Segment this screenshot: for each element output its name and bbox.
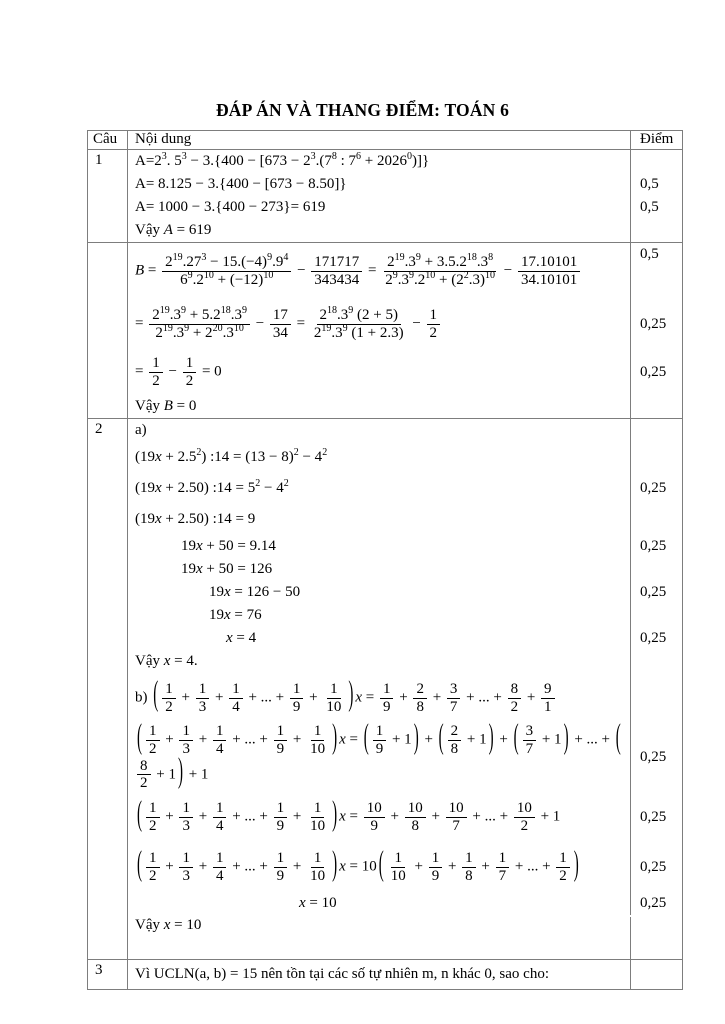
- content-line: [128, 604, 682, 627]
- big-paren-close-icon: ): [573, 846, 579, 884]
- big-paren-close-icon: ): [332, 846, 338, 884]
- fraction: $\frac{1}{7}$: [496, 850, 510, 885]
- header-noidung: Nội dung: [135, 131, 192, 147]
- fraction: $\frac{1}{9}$: [429, 850, 443, 885]
- point-value: 0,25: [630, 723, 682, 792]
- big-paren-open-icon: (: [513, 719, 519, 757]
- fraction: $\frac{8}{2}$: [508, 681, 522, 716]
- content-line: [128, 395, 682, 418]
- point-value: [630, 150, 682, 173]
- row-lines: [128, 243, 682, 418]
- fraction: $\frac{1}{9}$: [274, 723, 288, 758]
- math-line: b) ( $\frac{1}{2}$ + $\frac{1}{3}$ + $\frac{1}{4}$ + ... + $\frac{1}{9}$ + $\frac{1}{10}$ ) x = $\frac{1}{9}$ + $\frac{2}{8}$ + $\frac{3}{7}$ + ... + $\frac{8}{2}$ + $\frac{9}{1}$: [128, 681, 630, 716]
- math-line: 19x = 126 − 50: [209, 584, 301, 600]
- math-line: x = 4: [226, 630, 257, 646]
- header-row: [88, 131, 682, 150]
- fraction: $\frac{1}{10}$: [310, 723, 326, 757]
- fraction: $\frac{2^{19}.3^9 + 5.2^{18}.3^9}{2^{19}.3^9 + 2^{20}.3^{10}}$: [149, 307, 250, 342]
- fraction: $\frac{1}{2}$: [183, 355, 197, 390]
- fraction: $\frac{1}{10}$: [326, 680, 342, 715]
- content-line: [128, 219, 682, 242]
- fraction: $\frac{1}{2}$: [162, 681, 176, 716]
- math-line: B = $\frac{2^{19}.27^3 - 15.(-4)^9.9^4}{6^9.2^{10} + (-12)^{10}}$ − $\frac{171717}{343434}$ = $\frac{2^{19}.3^9 + 3.5.2^{18}.3^8}{2^9.3^9.2^{10} + (2^2.3)^{10}}$ − $\frac{17.10101}{34.10101}$: [128, 254, 630, 289]
- big-paren-open-icon: (: [137, 796, 142, 834]
- content-line: [128, 792, 682, 842]
- fraction: $\frac{1}{3}$: [196, 681, 210, 716]
- answer-table: [87, 130, 683, 990]
- point-value: [630, 604, 682, 627]
- big-paren-open-icon: (: [363, 719, 369, 757]
- big-paren-open-icon: (: [615, 719, 621, 757]
- fraction: $\frac{9}{1}$: [541, 681, 555, 716]
- fraction: $\frac{1}{10}$: [390, 849, 406, 884]
- fraction: $\frac{1}{4}$: [229, 681, 243, 716]
- point-value: 0,5: [630, 173, 682, 196]
- fraction: $\frac{2^{19}.3^9 + 3.5.2^{18}.3^8}{2^9.3^9.2^{10} + (2^2.3)^{10}}$: [385, 251, 495, 288]
- math-line: Vì UCLN(a, b) = 15 nên tồn tại các số tự nhiên m, n khác 0, sao cho:: [135, 966, 549, 983]
- table-row: [88, 242, 682, 418]
- fraction: $\frac{1}{10}$: [310, 799, 326, 834]
- fraction: $\frac{1}{2}$: [146, 850, 160, 885]
- row-lines: [128, 419, 682, 959]
- question-number: 1: [88, 150, 128, 242]
- point-value: 0,25: [630, 581, 682, 604]
- content-line: [128, 627, 682, 650]
- math-line: = $\frac{1}{2}$ − $\frac{1}{2}$ = 0: [135, 354, 222, 389]
- point-value: [630, 219, 682, 242]
- point-value: [630, 960, 682, 989]
- fraction: $\frac{1}{8}$: [462, 850, 476, 885]
- fraction: $\frac{171717}{343434}$: [311, 254, 362, 289]
- point-value: [630, 558, 682, 581]
- fraction: $\frac{1}{9}$: [274, 800, 288, 835]
- point-value: [630, 504, 682, 535]
- fraction: $\frac{1}{10}$: [310, 849, 326, 884]
- math-line: Vậy x = 4.: [135, 653, 198, 669]
- math-line: 19x = 76: [209, 607, 262, 623]
- table-row: [88, 418, 682, 959]
- header-diem: Điểm: [630, 131, 682, 149]
- content-line: [128, 719, 682, 792]
- point-value: 0,25: [630, 535, 682, 558]
- big-paren-close-icon: ): [332, 796, 338, 834]
- fraction: $\frac{2^{19}.27^3 - 15.(-4)^9.9^4}{6^9.2^{10} + (-12)^{10}}$: [162, 254, 291, 289]
- content-line: [128, 960, 682, 989]
- point-value: 0,25: [630, 627, 682, 650]
- table-row: [88, 959, 682, 989]
- point-value: [630, 442, 682, 473]
- point-value: 0,25: [630, 892, 682, 915]
- fraction: $\frac{1}{9}$: [373, 723, 387, 758]
- fraction: $\frac{3}{7}$: [523, 723, 537, 758]
- big-paren-close-icon: ): [563, 719, 569, 757]
- big-paren-close-icon: ): [332, 719, 338, 757]
- fraction: $\frac{1}{3}$: [179, 850, 193, 885]
- point-value: [630, 395, 682, 418]
- content-line: [128, 419, 682, 442]
- fraction: $\frac{1}{4}$: [213, 723, 227, 758]
- content-line: [128, 558, 682, 581]
- big-paren-close-icon: ): [177, 754, 183, 791]
- content-line: [128, 299, 682, 349]
- fraction: $\frac{8}{2}$: [137, 758, 151, 793]
- row-lines: [128, 150, 682, 242]
- content-line: [128, 473, 682, 504]
- content-line: [128, 842, 682, 892]
- fraction: $\frac{3}{7}$: [447, 681, 461, 716]
- math-line: 19x + 50 = 126: [181, 561, 273, 577]
- fraction: $\frac{10}{9}$: [364, 800, 385, 835]
- math-line: Vậy x = 10: [135, 917, 202, 934]
- question-number: 2: [88, 419, 128, 959]
- big-paren-open-icon: (: [137, 719, 142, 757]
- math-line: (19x + 2.50) :14 = $5^2 - 4^2$: [135, 478, 289, 496]
- content-line: [128, 196, 682, 219]
- math-line: $(19x + 2.5^2)$ :14 = $(13 - 8)^2 - 4^2$: [135, 447, 328, 465]
- fraction: $\frac{2}{8}$: [448, 723, 462, 758]
- table-body: [88, 150, 682, 989]
- fraction: $\frac{1}{2}$: [149, 355, 163, 390]
- fraction: $\frac{10}{7}$: [446, 800, 467, 835]
- big-paren-close-icon: ): [413, 719, 419, 757]
- fraction: $\frac{1}{9}$: [380, 681, 394, 716]
- question-number: [88, 243, 128, 418]
- fraction: $\frac{1}{2}$: [556, 850, 570, 885]
- math-line: ( $\frac{1}{2}$ + $\frac{1}{3}$ + $\frac{1}{4}$ + ... + $\frac{1}{9}$ + $\frac{1}{10}$ ) x = $\frac{10}{9}$ + $\frac{10}{8}$ + $\frac{10}{7}$ + ... + $\frac{10}{2}$ + 1: [137, 796, 561, 834]
- fraction: $\frac{1}{9}$: [274, 850, 288, 885]
- point-value: 0,25: [630, 792, 682, 842]
- fraction: $\frac{1}{9}$: [290, 681, 304, 716]
- point-value: 0,25: [630, 473, 682, 504]
- content-line: [128, 504, 682, 535]
- fraction: $\frac{10}{8}$: [405, 800, 426, 835]
- big-paren-open-icon: (: [378, 846, 384, 884]
- content-line: [128, 581, 682, 604]
- content-line: [128, 673, 682, 723]
- content-line: [128, 243, 682, 299]
- fraction: $\frac{10}{2}$: [514, 800, 535, 835]
- fraction: $\frac{1}{3}$: [179, 800, 193, 835]
- math-line: $A=2^3$. $5^3 - 3.\{400 - [673 - 2^3.(7^8$ : $7^6 + 2026^0$)]}: [135, 151, 430, 169]
- big-paren-open-icon: (: [137, 846, 142, 884]
- table-row: [88, 150, 682, 242]
- content-line: [128, 650, 682, 673]
- math-line: 19x + 50 = 9.14: [181, 538, 276, 554]
- row-lines: [128, 960, 682, 989]
- math-line: A= 8.125 − 3.{400 − [673 − 8.50]}: [135, 176, 347, 192]
- point-value: 0,25: [630, 349, 682, 395]
- fraction: $\frac{1}{4}$: [213, 800, 227, 835]
- point-value: [630, 673, 682, 723]
- content-line: [128, 349, 682, 395]
- big-paren-open-icon: (: [153, 677, 159, 715]
- math-line: ( $\frac{1}{2}$ + $\frac{1}{3}$ + $\frac{1}{4}$ + ... + $\frac{1}{9}$ + $\frac{1}{10}$ ) x = 10 ( $\frac{1}{10}$ + $\frac{1}{9}$ + $\frac{1}{8}$ + $\frac{1}{7}$ + ... + $\frac{1}{2}$ ): [137, 846, 579, 884]
- math-line: A= 1000 − 3.{400 − 273}= 619: [135, 199, 326, 215]
- fraction: $\frac{1}{2}$: [146, 800, 160, 835]
- fraction: $\frac{2^{18}.3^9 (2 + 5)}{2^{19}.3^9 (1 + 2.3)}$: [313, 304, 404, 341]
- math-line: Vậy B = 0: [135, 398, 197, 414]
- big-paren-open-icon: (: [438, 719, 444, 757]
- fraction: $\frac{1}{3}$: [179, 723, 193, 758]
- big-paren-close-icon: ): [348, 677, 354, 715]
- fraction: $\frac{1}{2}$: [146, 723, 160, 758]
- math-line: x = 10: [299, 895, 337, 912]
- point-value: [630, 650, 682, 673]
- content-line: [128, 892, 682, 915]
- math-line: (19x + 2.50) :14 = 9: [135, 511, 256, 527]
- content-line: [128, 535, 682, 558]
- point-value: 0,5: [630, 196, 682, 219]
- page-title: ĐÁP ÁN VÀ THANG ĐIỂM: TOÁN 6: [215, 100, 510, 120]
- question-number: 3: [88, 960, 128, 989]
- fraction: $\frac{17}{34}$: [270, 307, 291, 342]
- point-value: 0,25: [630, 299, 682, 349]
- math-line: ( $\frac{1}{2}$ + $\frac{1}{3}$ + $\frac{1}{4}$ + ... + $\frac{1}{9}$ + $\frac{1}{10}$ ) x = ( $\frac{1}{9}$ + 1 ) + ( $\frac{2}{8}$ + 1 ) + ( $\frac{3}{7}$ + 1 ) + ... + ( $\frac{8}{2}$ + 1 ) + 1: [137, 719, 621, 792]
- content-line: [128, 173, 682, 196]
- math-line: a): [135, 422, 147, 438]
- content-line: [128, 915, 682, 959]
- fraction: $\frac{1}{2}$: [427, 307, 441, 342]
- header-cau: Câu: [88, 131, 128, 149]
- math-line: = $\frac{2^{19}.3^9 + 5.2^{18}.3^9}{2^{19}.3^9 + 2^{20}.3^{10}}$ − $\frac{17}{34}$ = $\frac{2^{18}.3^9 (2 + 5)}{2^{19}.3^9 (1 + 2.3)}$ − $\frac{1}{2}$: [128, 307, 630, 342]
- point-value: 0,5: [630, 243, 682, 299]
- fraction: $\frac{2}{8}$: [413, 681, 427, 716]
- point-value: [630, 419, 682, 442]
- content-line: [128, 150, 682, 173]
- point-value: 0,25: [630, 842, 682, 892]
- point-value: [630, 917, 682, 959]
- content-line: [128, 442, 682, 473]
- fraction: $\frac{17.10101}{34.10101}$: [518, 254, 580, 289]
- big-paren-close-icon: ): [488, 719, 494, 757]
- fraction: $\frac{1}{4}$: [213, 850, 227, 885]
- math-line: Vậy A = 619: [135, 222, 212, 238]
